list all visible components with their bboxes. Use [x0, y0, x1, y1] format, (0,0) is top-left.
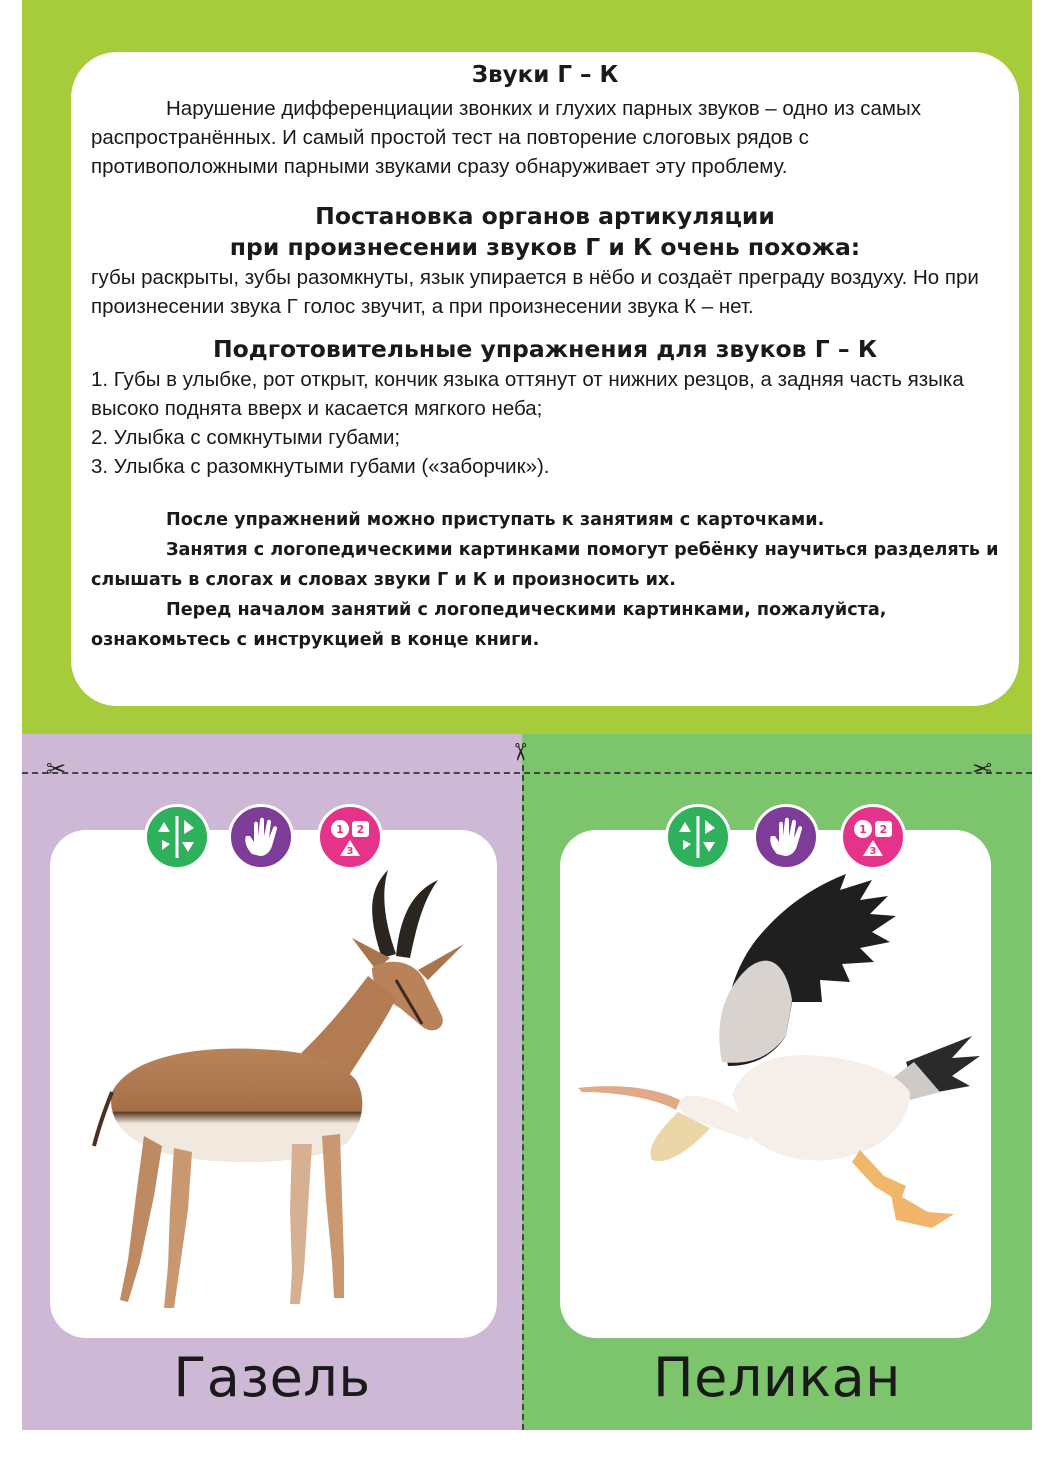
cut-line-horizontal — [22, 772, 1032, 774]
hand-badge-left — [228, 804, 294, 870]
hand-icon — [238, 814, 284, 860]
shapes-badge-left — [144, 804, 210, 870]
svg-text:3: 3 — [346, 846, 354, 857]
card-pelican — [522, 734, 1032, 1430]
svg-text:3: 3 — [869, 846, 877, 857]
numbers-badge-right — [840, 804, 906, 870]
exercise-item-3: 3. Улыбка с разомкнутыми губами («заборчик»). — [91, 455, 550, 478]
closing-text-3: Перед началом занятий с логопедическими картинками, пожалуйста, ознакомьтесь с инструкцией в конце книги. — [91, 600, 887, 650]
info-section — [22, 0, 1032, 734]
svg-text:2: 2 — [356, 823, 365, 836]
exercise-item-2: 2. Улыбка с сомкнутыми губами; — [91, 426, 401, 449]
card-gazelle — [22, 734, 522, 1430]
card-word-left: Газель — [173, 1346, 371, 1409]
info-title: Звуки Г – К — [471, 62, 619, 88]
numbers-icon — [850, 814, 896, 860]
svg-text:1: 1 — [336, 823, 344, 836]
articulation-heading-line1: Постановка органов артикуляции — [315, 202, 775, 230]
numbers-badge-left — [317, 804, 383, 870]
closing-text-2: Занятия с логопедическими картинками помогут ребёнку научиться разделять и слышать в слогах и словах звуки Г и К и произносить их. — [91, 540, 999, 590]
shapes-icon — [154, 814, 200, 860]
card-word-right: Пеликан — [653, 1346, 901, 1409]
pelican-image — [560, 830, 991, 1338]
hand-badge-right — [753, 804, 819, 870]
exercises-heading: Подготовительные упражнения для звуков Г – К — [212, 335, 878, 363]
numbers-icon — [327, 814, 373, 860]
closing-text-1: После упражнений можно приступать к занятиям с карточками. — [166, 510, 825, 530]
scissors-icon-left: ✂ — [46, 755, 67, 783]
cut-line-vertical — [522, 765, 524, 1430]
exercise-item-1: 1. Губы в улыбке, рот открыт, кончик языка оттянут от нижних резцов, а задняя часть языка высоко поднята вверх и касается мягкого неба; — [91, 368, 964, 420]
svg-text:1: 1 — [859, 823, 867, 836]
info-card — [71, 52, 1019, 706]
articulation-heading-line2: при произнесении звуков Г и К очень похожа: — [229, 233, 861, 261]
hand-icon — [763, 814, 809, 860]
gazelle-image — [50, 830, 497, 1338]
shapes-icon — [675, 814, 721, 860]
svg-text:2: 2 — [879, 823, 888, 836]
scissors-icon-right: ✂ — [972, 755, 993, 783]
articulation-text: губы раскрыты, зубы разомкнуты, язык упирается в нёбо и создаёт преграду воздуху. Но при произнесении звука Г голос звучит, а при произнесении звука К – нет. — [91, 266, 979, 318]
intro-text: Нарушение дифференциации звонких и глухих парных звуков – одно из самых распространённых. И самый простой тест на повторение слоговых рядов с противоположными парными звуками сразу обнаруживает эту проблему. — [91, 97, 922, 178]
pelican-photo-frame — [560, 830, 991, 1338]
gazelle-photo-frame — [50, 830, 497, 1338]
scissors-icon-center: ✂ — [506, 741, 535, 763]
shapes-badge-right — [665, 804, 731, 870]
